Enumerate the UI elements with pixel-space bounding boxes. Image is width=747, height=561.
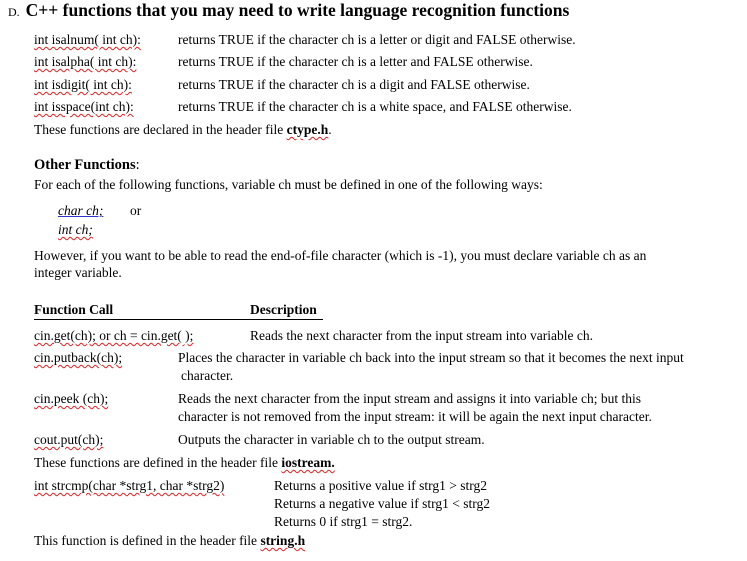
other-functions-heading: Other Functions: (34, 157, 140, 173)
strcmp-return: Returns a negative value if strg1 < strg2 (274, 496, 490, 511)
function-description: Outputs the character in variable ch to the output stream. (178, 432, 485, 447)
function-call: cin.peek (ch); (34, 391, 109, 406)
function-description: Reads the next character from the input stream into variable ch. (250, 328, 593, 343)
or-text: or (130, 203, 142, 218)
strcmp-signature: int strcmp(char *strg1, char *strg2) (34, 478, 225, 493)
however-line-2: integer variable. (34, 265, 122, 280)
header-underline (34, 319, 323, 320)
section-title: D. C++ functions that you may need to write language recognition functions (8, 0, 570, 20)
ctype-note: These functions are declared in the header file ctype.h. (34, 122, 332, 137)
function-description: Places the character in variable ch back into the input stream so that it becomes the next input (178, 350, 684, 365)
strcmp-return: Returns a positive value if strg1 > strg2 (274, 478, 487, 493)
declaration-int: int ch; (58, 222, 93, 237)
strcmp-return: Returns 0 if strg1 = strg2. (274, 514, 413, 529)
function-call: cin.putback(ch); (34, 350, 123, 365)
function-description: Reads the next character from the input stream and assigns it into variable ch; but this (178, 391, 641, 406)
string-note: This function is defined in the header file string.h (34, 533, 306, 548)
declaration-char: char ch; (58, 203, 104, 218)
other-intro: For each of the following functions, variable ch must be defined in one of the following ways: (34, 177, 543, 192)
function-signature: int isalpha( int ch): (34, 54, 137, 69)
function-description: returns TRUE if the character ch is a letter or digit and FALSE otherwise. (178, 32, 576, 47)
function-signature: int isalnum( int ch): (34, 32, 141, 47)
function-description: returns TRUE if the character ch is a digit and FALSE otherwise. (178, 77, 530, 92)
function-description: returns TRUE if the character ch is a white space, and FALSE otherwise. (178, 99, 572, 114)
however-line-1: However, if you want to be able to read the end-of-file character (which is -1), you must declare variable ch as an (34, 248, 647, 263)
iostream-note: These functions are defined in the header file iostream. (34, 455, 335, 470)
function-call: cin.get(ch); or ch = cin.get( ); (34, 328, 194, 343)
column-header-description: Description (250, 302, 317, 317)
column-header-call: Function Call (34, 302, 114, 317)
function-call: cout.put(ch); (34, 432, 104, 447)
function-signature: int isdigit( int ch): (34, 77, 132, 92)
function-signature: int isspace(int ch): (34, 99, 134, 114)
function-description: returns TRUE if the character ch is a letter and FALSE otherwise. (178, 54, 533, 69)
function-description-cont: character is not removed from the input stream: it will be again the next input character. (178, 409, 652, 424)
function-description-cont: character. (181, 368, 234, 383)
